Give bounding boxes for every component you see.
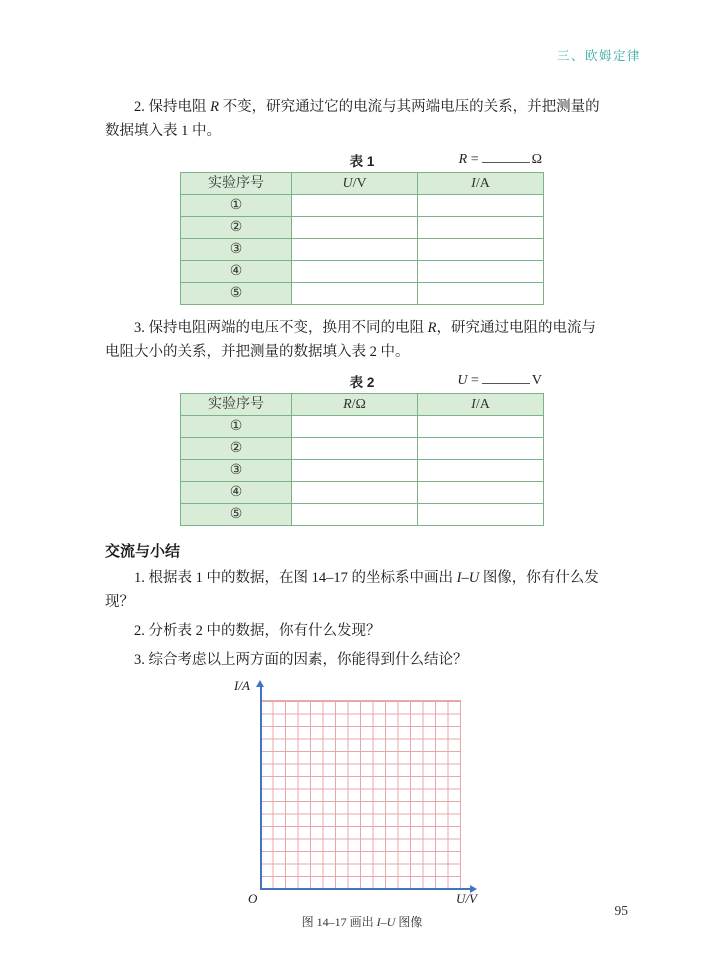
table-row (181, 416, 544, 438)
coordinate-grid-figure (234, 678, 485, 912)
empty-cell (418, 438, 544, 460)
unit-symbol: /V (352, 176, 367, 191)
paragraph-text: 不变，研究通过它的电流与其两端电压的关系，并把测量的数据填入表 1 中。 (105, 99, 600, 139)
paragraph-step3 (105, 316, 602, 364)
table-header-cell (292, 173, 418, 195)
y-axis (260, 687, 262, 889)
empty-cell (418, 482, 544, 504)
y-axis-label: I/A (234, 678, 250, 693)
table-row (181, 438, 544, 460)
empty-cell (418, 195, 544, 217)
variable-symbol: I–U (456, 570, 480, 586)
row-label: ① (181, 416, 292, 438)
row-label: ③ (181, 460, 292, 482)
unit-symbol: /A (475, 176, 490, 191)
fill-in-blank (482, 371, 530, 384)
empty-cell (418, 416, 544, 438)
caption-text: 图 14–17 画出 (301, 915, 377, 929)
empty-cell (292, 261, 418, 283)
table-2-equation (457, 371, 542, 389)
table-row (181, 261, 544, 283)
empty-cell (292, 195, 418, 217)
empty-cell (418, 239, 544, 261)
table-2-caption-row (180, 371, 544, 391)
x-axis-label: U/V (456, 891, 477, 906)
empty-cell (418, 504, 544, 526)
y-axis-arrow-icon (256, 680, 264, 687)
unit-symbol: Ω (531, 151, 542, 167)
page-number: 95 (614, 903, 628, 918)
table-1-caption-row (180, 150, 544, 170)
figure-caption (180, 913, 544, 930)
row-label: ② (181, 217, 292, 239)
table-row (181, 460, 544, 482)
origin-label: O (248, 891, 258, 906)
fill-in-blank (482, 150, 530, 163)
caption-text: 图像 (395, 915, 423, 929)
empty-cell (292, 283, 418, 305)
table-header-cell: 实验序号 (181, 394, 292, 416)
question-text: 图像，你有什么发现？ (105, 570, 599, 610)
variable-symbol: U (342, 176, 353, 191)
table-header-cell: 实验序号 (181, 173, 292, 195)
empty-cell (292, 217, 418, 239)
empty-cell (292, 438, 418, 460)
graph-grid (260, 700, 461, 889)
question-2: 2. 分析表 2 中的数据，你有什么发现？ (134, 623, 381, 639)
variable-symbol: I (471, 397, 476, 412)
empty-cell (292, 504, 418, 526)
unit-symbol: V (531, 372, 542, 388)
empty-cell (418, 261, 544, 283)
question-text: 1. 根据表 1 中的数据，在图 14–17 的坐标系中画出 (134, 570, 457, 586)
table-row (181, 239, 544, 261)
page-content (105, 0, 602, 930)
table-header-row (181, 394, 544, 416)
table-row (181, 504, 544, 526)
section-title: 交流与小结 (105, 543, 181, 560)
empty-cell (292, 239, 418, 261)
table-1 (180, 172, 544, 305)
x-axis (260, 888, 471, 890)
row-label: ④ (181, 482, 292, 504)
table-row (181, 283, 544, 305)
row-label: ③ (181, 239, 292, 261)
empty-cell (292, 460, 418, 482)
question-3: 3. 综合考虑以上两方面的因素，你能得到什么结论？ (134, 652, 468, 668)
paragraph-step2 (105, 95, 602, 143)
paragraph-text: ，研究通过电阻的电流与电阻大小的关系，并把测量的数据填入表 2 中。 (105, 320, 596, 360)
table-row (181, 195, 544, 217)
unit-symbol: /A (475, 397, 490, 412)
table-row (181, 217, 544, 239)
paragraph-text: 3. 保持电阻两端的电压不变，换用不同的电阻 (134, 320, 428, 336)
table-row (181, 482, 544, 504)
variable-symbol: I (471, 176, 476, 191)
row-label: ⑤ (181, 283, 292, 305)
unit-symbol: /Ω (351, 397, 366, 412)
row-label: ⑤ (181, 504, 292, 526)
table-header-row (181, 173, 544, 195)
row-label: ① (181, 195, 292, 217)
table-1-caption: 表 1 (349, 154, 375, 169)
table-header-cell (418, 173, 544, 195)
variable-symbol: R (210, 99, 219, 115)
variable-symbol: I–U (376, 915, 396, 929)
empty-cell (418, 460, 544, 482)
table-header-cell (418, 394, 544, 416)
row-label: ④ (181, 261, 292, 283)
variable-symbol: R (427, 320, 437, 336)
row-label: ② (181, 438, 292, 460)
equals-sign: = (470, 372, 479, 388)
variable-symbol: R (343, 397, 352, 412)
empty-cell (292, 482, 418, 504)
empty-cell (418, 217, 544, 239)
question-1 (105, 566, 602, 614)
empty-cell (418, 283, 544, 305)
equals-sign: = (470, 151, 479, 167)
variable-symbol: U (457, 372, 468, 388)
empty-cell (292, 416, 418, 438)
table-2-caption: 表 2 (349, 375, 375, 390)
table-header-cell (292, 394, 418, 416)
variable-symbol: R (458, 151, 468, 167)
paragraph-text: 2. 保持电阻 (134, 99, 211, 115)
table-1-equation (459, 150, 542, 168)
running-head: 三、欧姆定律 (556, 49, 641, 63)
table-2 (180, 393, 544, 526)
